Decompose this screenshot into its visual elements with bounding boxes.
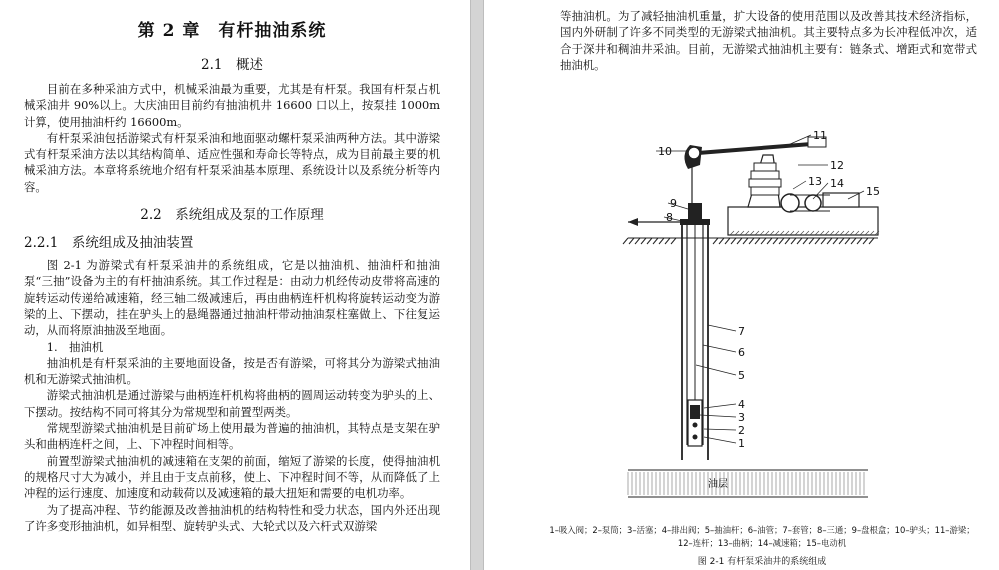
chapter-title: 第 2 章 有杆抽油系统 xyxy=(137,21,327,41)
part-label-11: 11 xyxy=(813,129,827,142)
paragraph: 抽油机是有杆泵采油的主要地面设备，按是否有游梁，可将其分为游梁式抽油机和无游梁式抽油机。 xyxy=(24,355,440,387)
gear-reducer xyxy=(781,194,799,212)
label-leader-line xyxy=(708,325,736,331)
paragraph: 游梁式抽油机是通过游梁与曲柄连杆机构将曲柄的圆周运动转变为驴头的上、下摆动。按结构不同可将其分为常规型和前置型两类。 xyxy=(24,388,440,419)
part-label-5: 5 xyxy=(738,369,745,382)
left-document-page xyxy=(0,0,470,570)
label-leader-line xyxy=(700,415,736,417)
part-label-10: 10 xyxy=(658,145,672,158)
part-label-2: 2 xyxy=(738,424,745,437)
paragraph: 图 2-1 为游梁式有杆泵采油井的系统组成，它是以抽油机、抽油杆和抽油泵“三抽”设备为主的有杆抽油系统。其工作过程是：由动力机经传动皮带将高速的旋转运动传递给减速箱，经三轴二级减速后，再由曲柄连杆机构将旋转运动变为游梁的上、下摆动，挂在驴头上的悬绳器通过抽油杆带动抽油泵柱塞做上、下往复运动，从而将原油抽汲至地面。 xyxy=(24,258,440,338)
paragraph: 前置型游梁式抽油机的减速箱在支架的前面，缩短了游梁的长度，使得抽油机的规格尺寸大为减小，并且由于支点前移，使上、下冲程时间不等，从而降低了上冲程的运行速度、加速度和动载荷以及减速箱的最大扭矩和需要的电机功率。 xyxy=(24,453,440,501)
pumping-well-figure xyxy=(568,125,988,525)
part-label-3: 3 xyxy=(738,411,745,424)
part-label-8: 8 xyxy=(666,211,673,224)
part-label-12: 12 xyxy=(830,159,844,172)
stratum-label: 油层 xyxy=(708,479,728,490)
right-document-page xyxy=(484,0,999,570)
section-title-2-2: 2.2 系统组成及泵的工作原理 xyxy=(140,207,324,224)
part-label-13: 13 xyxy=(808,175,822,188)
part-label-6: 6 xyxy=(738,346,745,359)
figure-caption: 图 2-1 有杆泵采油井的系统组成 xyxy=(697,557,827,567)
part-label-15: 15 xyxy=(866,185,880,198)
paragraph: 等抽油机。为了减轻抽油机重量，扩大设备的使用范围以及改善其技术经济指标，国内外研制了许多不同类型的无游梁式抽油机。其主要特点多为长冲程低冲次，适合于深井和稠油井采油。目前，无游梁式抽油机主要有：链条式、增距式和宽带式抽油机。 xyxy=(560,9,977,72)
walking-beam xyxy=(698,143,824,153)
figure-legend: 1–吸入阀；2–泵筒；3–活塞；4–排出阀；5–抽油杆；6–油管；7–套管；8–三通；9–盘根盒；10–驴头；11–游梁；12–连杆；13–曲柄；14–减速箱；15–电动机 xyxy=(549,525,975,548)
paragraph: 常规型游梁式抽油机是目前矿场上使用最为普遍的抽油机，其特点是支架在驴头和曲柄连杆之间，上、下冲程时间相等。 xyxy=(24,421,440,452)
plunger xyxy=(690,405,700,419)
part-label-14: 14 xyxy=(830,177,844,190)
paragraph: 为了提高冲程、节约能源及改善抽油机的结构特性和受力状态，国内外还出现了许多变形抽油机，如异相型、旋转驴头式、大轮式以及六杆式双游梁 xyxy=(24,502,440,533)
part-label-1: 1 xyxy=(738,437,745,450)
ground-surface xyxy=(623,238,878,244)
part-label-7: 7 xyxy=(738,325,745,338)
part-label-9: 9 xyxy=(670,197,677,210)
subsection-title-2-2-1: 2.2.1 系统组成及抽油装置 xyxy=(24,235,194,252)
label-leader-line xyxy=(793,181,806,189)
label-leader-line xyxy=(696,365,736,375)
part-label-4: 4 xyxy=(738,398,745,411)
list-item-heading: 1. 抽油机 xyxy=(46,339,104,354)
section-title-2-1: 2.1 概述 xyxy=(201,57,263,73)
page-gutter xyxy=(470,0,484,570)
paragraph: 有杆泵采油包括游梁式有杆泵采油和地面驱动螺杆泵采油两种方法。其中游梁式有杆泵采油方法以其结构简单、适应性强和寿命长等特点，成为目前最主要的机械采油方法。本章将系统地介绍有杆泵采油基本原理、系统设计以及系统分析等内容。 xyxy=(24,130,440,194)
crank-counterweight xyxy=(749,163,781,195)
paragraph: 目前在多种采油方式中，机械采油最为重要，尤其是有杆泵。我国有杆泵占机械采油井 90%以上。大庆油田目前约有抽油机井 16600 口以上，按泵挂 1000m 计算，使用抽油杆约 16600m。 xyxy=(24,82,440,129)
